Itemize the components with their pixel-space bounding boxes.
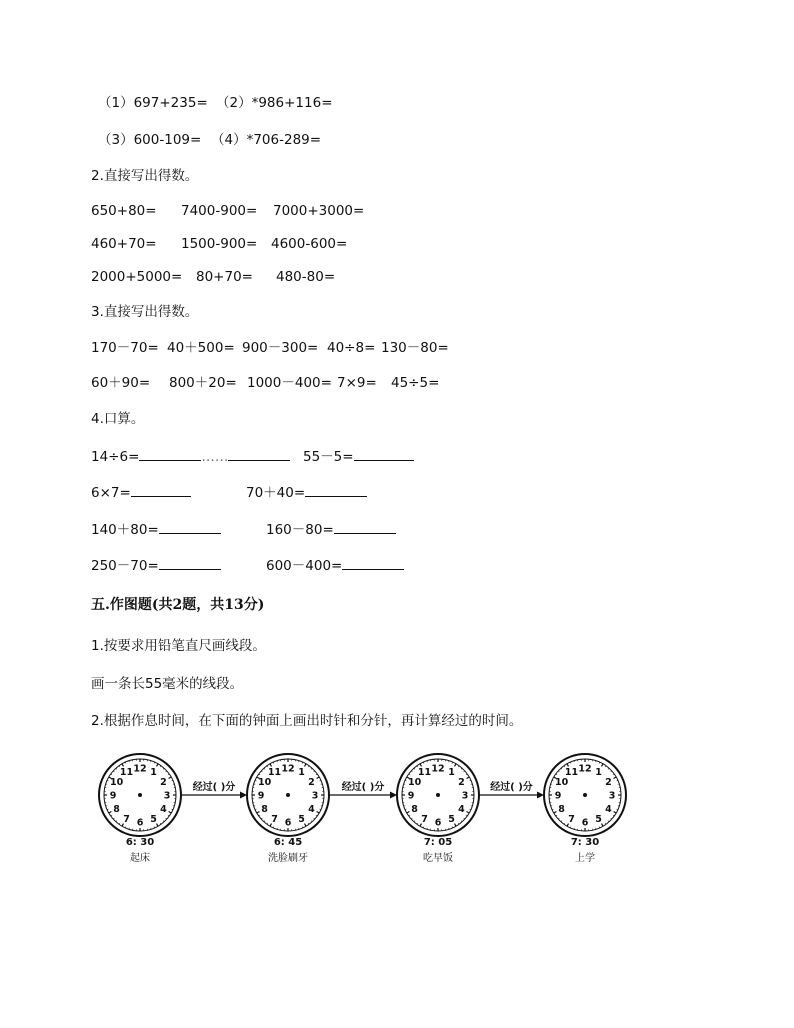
clock-number: 8 <box>113 804 120 815</box>
clock-number: 4 <box>458 804 465 815</box>
q3-item: 130－80= <box>381 340 449 356</box>
s5-q1: 1.按要求用铅笔直尺画线段。 <box>91 638 266 654</box>
clock-number: 12 <box>578 763 592 775</box>
clock-tick <box>316 815 317 816</box>
clock-tick <box>458 823 459 824</box>
q1-item-1: （1）697+235= <box>98 95 208 111</box>
clock-center-dot <box>436 793 440 797</box>
clock-tick <box>558 771 559 772</box>
clock-number: 1 <box>595 767 602 779</box>
clock-number: 9 <box>257 790 265 802</box>
clock-number: 5 <box>298 813 305 825</box>
clock-tick <box>169 812 172 814</box>
clock-tick <box>411 771 412 772</box>
clock-number: 12 <box>431 763 445 775</box>
q4-item: 600－400= <box>266 555 404 575</box>
q2-item: 650+80= <box>91 203 157 219</box>
q4-item: 55－5= <box>303 446 414 466</box>
clock-center-dot <box>583 793 587 797</box>
clock-tick <box>461 768 462 769</box>
clock-number: 11 <box>267 767 282 779</box>
clock-number: 4 <box>605 804 612 815</box>
clock-tick <box>259 774 260 775</box>
clock-tick <box>157 764 159 767</box>
clock-tick <box>317 777 320 779</box>
clock-tick <box>420 764 422 767</box>
clock-number: 2 <box>458 777 465 788</box>
q1-item-3: （3）600-109= <box>98 132 202 148</box>
arrow-label: 经过( )分 <box>341 782 385 793</box>
clock-tick <box>109 812 112 814</box>
clock-tick <box>464 771 465 772</box>
clock-tick <box>264 821 265 822</box>
q4-item: 250－70= <box>91 555 221 575</box>
clock-number: 5 <box>448 813 455 825</box>
q4-item: 70＋40= <box>246 482 367 502</box>
clock-tick <box>116 768 117 769</box>
clock-diagram <box>95 752 635 870</box>
q3-item: 7×9= <box>337 375 377 391</box>
clock-tick <box>160 823 161 824</box>
clock-tick <box>168 815 169 816</box>
q2-item: 4600-600= <box>271 236 348 252</box>
clock-number: 6 <box>434 817 442 829</box>
clock-activity-label: 起床 <box>130 853 150 864</box>
q3-item: 800＋20= <box>169 375 237 391</box>
clock-number: 3 <box>163 790 171 802</box>
clock-time-label: 7: 30 <box>570 837 600 848</box>
clock-tick <box>317 812 320 814</box>
clock-time-label: 6: 45 <box>273 837 303 848</box>
clock-tick <box>169 777 172 779</box>
q4-item: 6×7= <box>91 482 191 502</box>
clock-tick <box>264 768 265 769</box>
clock-tick <box>116 821 117 822</box>
clock-tick <box>467 812 470 814</box>
clock-number: 5 <box>595 813 602 825</box>
clock-tick <box>160 766 161 767</box>
clock-number: 8 <box>261 804 268 815</box>
clock-tick <box>611 771 612 772</box>
clock-tick <box>414 821 415 822</box>
clock-number: 10 <box>555 777 569 788</box>
clock-tick <box>567 764 569 767</box>
clock-tick <box>407 812 410 814</box>
section-5-heading: 五.作图题(共2题，共13分) <box>91 597 265 613</box>
q2-item: 480-80= <box>276 269 336 285</box>
clock-number: 9 <box>109 790 117 802</box>
clock-number: 2 <box>308 777 315 788</box>
clock-tick <box>311 821 312 822</box>
clock-tick <box>605 766 606 767</box>
arrow-head <box>240 792 247 799</box>
q2-title: 2.直接写出得数。 <box>91 168 199 184</box>
clock-number: 6 <box>581 817 589 829</box>
q2-item: 7000+3000= <box>273 203 365 219</box>
clock-tick <box>466 815 467 816</box>
q4-title: 4.口算。 <box>91 411 145 427</box>
clock-tick <box>455 764 457 767</box>
clock-tick <box>611 818 612 819</box>
clock-tick <box>122 764 124 767</box>
clock-number: 10 <box>258 777 272 788</box>
clock-tick <box>113 818 114 819</box>
q2-item: 7400-900= <box>181 203 258 219</box>
clock-number: 7 <box>421 813 428 825</box>
clock-tick <box>308 823 309 824</box>
clock-number: 7 <box>123 813 130 825</box>
clock-number: 1 <box>298 767 305 779</box>
clock-tick <box>556 815 557 816</box>
clock-number: 3 <box>311 790 319 802</box>
q3-item: 1000－400= <box>247 375 332 391</box>
clock-tick <box>166 818 167 819</box>
clock-tick <box>605 823 606 824</box>
clock-tick <box>270 764 272 767</box>
clock-number: 3 <box>461 790 469 802</box>
clock-tick <box>111 815 112 816</box>
clock-number: 12 <box>133 763 147 775</box>
q1-item-2: （2）*986+116= <box>216 95 333 111</box>
clock-tick <box>409 774 410 775</box>
clock-number: 10 <box>110 777 124 788</box>
clock-number: 2 <box>160 777 167 788</box>
clock-tick <box>458 766 459 767</box>
clock-tick <box>467 777 470 779</box>
clock-tick <box>163 768 164 769</box>
q3-item: 45÷5= <box>391 375 440 391</box>
clock-number: 5 <box>150 813 157 825</box>
clock-time-label: 6: 30 <box>125 837 155 848</box>
clock-tick <box>464 818 465 819</box>
arrow-label: 经过( )分 <box>192 782 236 793</box>
clock-center-dot <box>138 793 142 797</box>
clock-number: 1 <box>150 767 157 779</box>
clock-number: 4 <box>160 804 167 815</box>
clock-tick <box>316 774 317 775</box>
clock-activity-label: 吃早饭 <box>423 853 453 864</box>
clock-tick <box>119 823 120 824</box>
clock-center-dot <box>286 793 290 797</box>
clock-tick <box>608 821 609 822</box>
clock-number: 10 <box>408 777 422 788</box>
clock-tick <box>564 823 565 824</box>
clock-tick <box>614 777 617 779</box>
clock-tick <box>466 774 467 775</box>
clock-tick <box>411 818 412 819</box>
clock-tick <box>305 764 307 767</box>
clock-tick <box>417 823 418 824</box>
q2-item: 80+70= <box>196 269 253 285</box>
q3-item: 900－300= <box>242 340 319 356</box>
clock-tick <box>314 771 315 772</box>
clock-number: 6 <box>136 817 144 829</box>
clock-number: 8 <box>558 804 565 815</box>
q4-item: 160－80= <box>266 519 396 539</box>
arrow-head <box>390 792 397 799</box>
arrow-label: 经过( )分 <box>490 782 533 793</box>
clock-number: 9 <box>407 790 415 802</box>
clock-tick <box>602 764 604 767</box>
q1-item-4: （4）*706-289= <box>211 132 322 148</box>
clock-tick <box>261 771 262 772</box>
clock-tick <box>311 768 312 769</box>
clock-tick <box>314 818 315 819</box>
clock-tick <box>558 818 559 819</box>
clock-tick <box>461 821 462 822</box>
clock-number: 12 <box>281 763 295 775</box>
clock-tick <box>168 774 169 775</box>
arrow-head <box>537 792 544 799</box>
clock-tick <box>267 823 268 824</box>
clock-number: 3 <box>608 790 616 802</box>
q4-item: 14÷6= …… <box>91 446 290 466</box>
q3-title: 3.直接写出得数。 <box>91 304 199 320</box>
clock-tick <box>257 812 260 814</box>
clock-number: 7 <box>568 813 575 825</box>
clock-tick <box>613 815 614 816</box>
clock-tick <box>111 774 112 775</box>
clock-tick <box>308 766 309 767</box>
q3-item: 40＋500= <box>167 340 235 356</box>
clock-number: 11 <box>564 767 579 779</box>
q4-item: 140＋80= <box>91 519 221 539</box>
clock-tick <box>261 818 262 819</box>
clock-tick <box>409 815 410 816</box>
clock-tick <box>614 812 617 814</box>
clock-tick <box>608 768 609 769</box>
clock-number: 2 <box>605 777 612 788</box>
q2-item: 2000+5000= <box>91 269 183 285</box>
clock-number: 9 <box>554 790 562 802</box>
q2-item: 1500-900= <box>181 236 258 252</box>
clock-time-label: 7: 05 <box>423 837 453 848</box>
clock-tick <box>613 774 614 775</box>
clock-number: 11 <box>119 767 134 779</box>
clock-tick <box>166 771 167 772</box>
q3-item: 60＋90= <box>91 375 151 391</box>
clock-activity-label: 洗脸刷牙 <box>268 853 308 864</box>
clock-number: 1 <box>448 767 455 779</box>
s5-q2: 2.根据作息时间，在下面的钟面上画出时针和分针，再计算经过的时间。 <box>91 713 523 729</box>
clock-number: 8 <box>411 804 418 815</box>
clock-tick <box>259 815 260 816</box>
clock-tick <box>163 821 164 822</box>
clock-tick <box>414 768 415 769</box>
clock-tick <box>113 771 114 772</box>
q3-item: 40÷8= <box>327 340 376 356</box>
q3-item: 170－70= <box>91 340 159 356</box>
clock-number: 6 <box>284 817 292 829</box>
clock-tick <box>556 774 557 775</box>
clock-activity-label: 上学 <box>575 853 595 864</box>
q2-item: 460+70= <box>91 236 157 252</box>
clock-number: 4 <box>308 804 315 815</box>
clock-tick <box>561 768 562 769</box>
clock-tick <box>554 812 557 814</box>
clock-number: 7 <box>271 813 278 825</box>
clock-tick <box>561 821 562 822</box>
s5-q1-sub: 画一条长55毫米的线段。 <box>91 676 244 692</box>
clock-number: 11 <box>417 767 432 779</box>
